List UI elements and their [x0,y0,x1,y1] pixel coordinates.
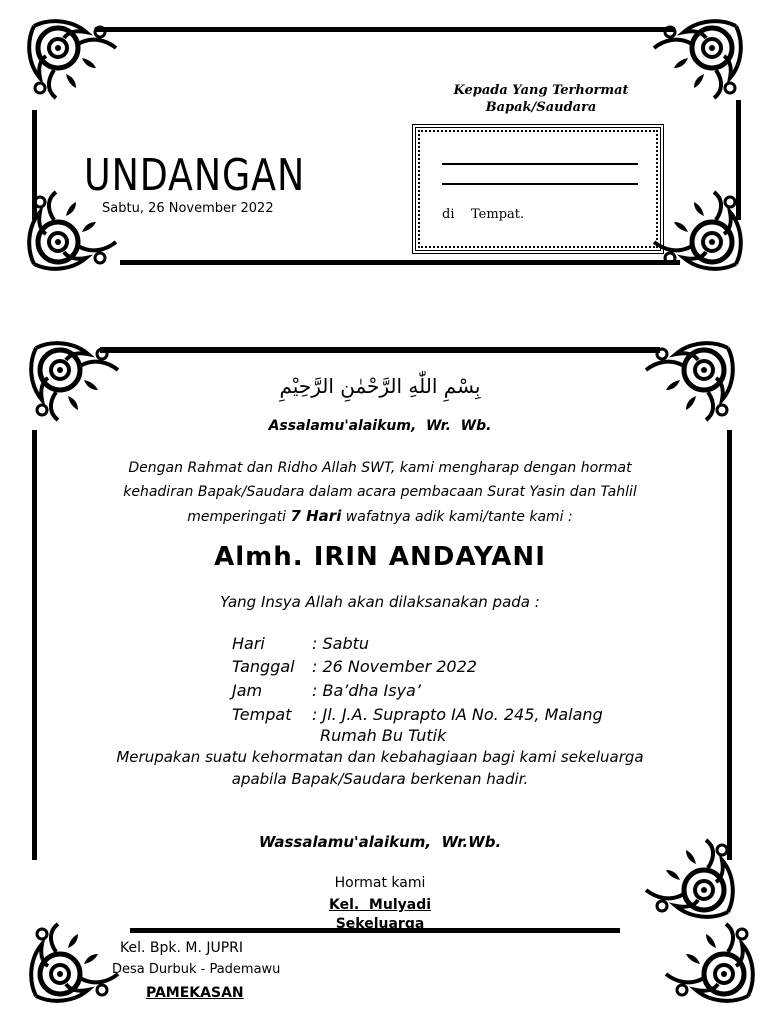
detail-label: Tempat [232,705,292,724]
closing-line-2: apabila Bapak/Saudara berkenan hadir. [231,770,529,788]
envelope-bottom-border [120,260,680,265]
detail-value: : Jl. J.A. Suprapto IA No. 245, Malang [312,705,603,724]
detail-row-tanggal [232,657,477,676]
ornament-corner-icon [644,340,736,422]
intro-line-3-bold: 7 Hari [290,507,342,525]
detail-row-jam [232,681,421,700]
regards: Hormat kami [334,875,426,891]
envelope-date: Sabtu, 26 November 2022 [102,201,274,216]
ornament-corner-icon [28,922,120,1004]
detail-label: Jam [232,681,263,700]
address-heading-2: Bapak/Saudara [485,100,597,115]
detail-value: : Ba’dha Isya’ [312,681,421,700]
envelope-title: UNDANGAN [84,150,306,201]
intro-line-1: Dengan Rahmat dan Ridho Allah SWT, kami mengharap dengan hormat [128,460,632,476]
detail-label: Hari [232,634,265,653]
sender-city: PAMEKASAN [146,985,244,1001]
envelope-top-border [95,27,675,32]
sender-name: Kel. Bpk. M. JUPRI [120,940,244,956]
address-line [442,163,638,165]
address-heading-1: Kepada Yang Terhormat [453,83,629,98]
card-top-border [100,347,660,353]
intro-line-2: kehadiran Bapak/Saudara dalam acara pembacaan Surat Yasin dan Tahlil [123,484,637,500]
address-line [442,183,638,185]
detail-value: : 26 November 2022 [312,657,477,676]
bismillah-calligraphy: بِسْمِ اللّٰهِ الرَّحْمٰنِ الرَّحِيْمِ [279,374,481,398]
place-line-2: Rumah Bu Tutik [320,726,447,745]
schedule-intro: Yang Insya Allah akan dilaksanakan pada : [220,593,540,611]
detail-row-hari [232,634,369,653]
ornament-corner-icon [28,340,120,422]
intro-line-3 [0,507,760,525]
closing-line-1: Merupakan suatu kehormatan dan kebahagiaan bagi kami sekeluarga [116,748,644,766]
address-box [412,124,664,254]
family-name-2: Sekeluarga [335,916,425,930]
intro-line-3-post: wafatnya adik kami/tante kami : [341,509,573,525]
address-place: di Tempat. [442,207,525,222]
deceased-name: Almh. IRIN ANDAYANI [214,542,546,572]
intro-line-3-pre: memperingati [187,509,291,525]
ornament-corner-icon [664,922,756,1004]
detail-label: Tanggal [232,657,295,676]
sender-village: Desa Durbuk - Pademawu [112,962,281,977]
ornament-corner-icon [26,18,118,100]
ornament-corner-icon [652,190,744,272]
greeting: Assalamu'alaikum, Wr. Wb. [268,418,492,434]
detail-value: : Sabtu [312,634,370,653]
farewell: Wassalamu'alaikum, Wr.Wb. [258,833,502,851]
family-name: Kel. Mulyadi [328,897,432,913]
detail-row-tempat [232,705,603,724]
